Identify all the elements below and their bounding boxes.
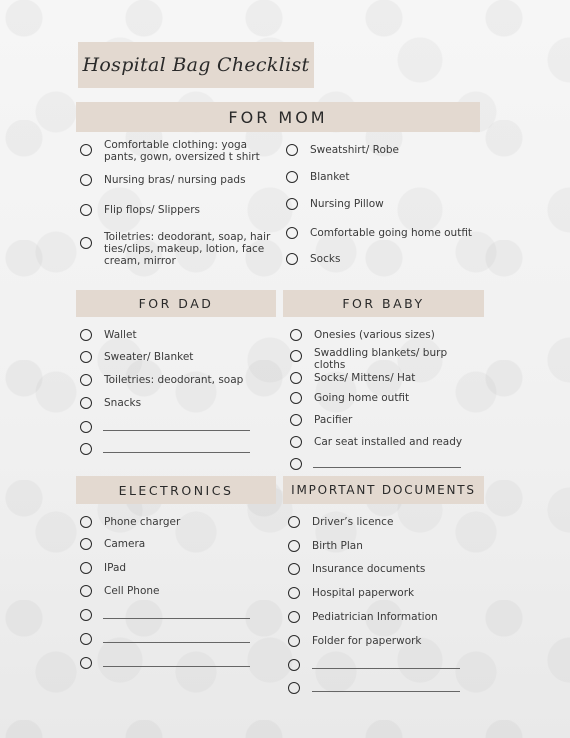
checkbox-circle[interactable] [286,227,298,239]
checklist-item[interactable]: Flip flops/ Slippers [80,204,270,216]
checklist-item[interactable]: Wallet [80,329,270,341]
checklist-item[interactable]: Phone charger [80,516,270,528]
blank-write-line[interactable] [103,666,250,667]
checklist-item[interactable]: Pediatrician Information [288,611,478,623]
checkbox-circle[interactable] [286,171,298,183]
checkbox-circle[interactable] [290,458,302,470]
checkbox-circle[interactable] [288,659,300,671]
checkbox-circle[interactable] [288,682,300,694]
blank-write-line[interactable] [103,430,250,431]
section-header-baby: FOR BABY [283,290,484,317]
checklist-item[interactable]: Comfortable going home outfit [286,227,486,239]
blank-checklist-item[interactable] [288,659,312,671]
checklist-item[interactable]: Folder for paperwork [288,635,478,647]
blank-write-line[interactable] [312,668,460,669]
checkbox-circle[interactable] [80,174,92,186]
checkbox-circle[interactable] [80,237,92,249]
checklist-item[interactable]: Swaddling blankets/ burp cloths [290,347,470,371]
checklist-item[interactable]: Camera [80,538,270,550]
checkbox-circle[interactable] [80,516,92,528]
title-banner [78,42,314,88]
checklist-item[interactable]: Pacifier [290,414,480,426]
blank-checklist-item[interactable] [80,421,104,433]
checkbox-circle[interactable] [80,538,92,550]
checkbox-circle[interactable] [80,374,92,386]
checkbox-circle[interactable] [80,633,92,645]
checkbox-circle[interactable] [80,397,92,409]
blank-write-line[interactable] [312,691,460,692]
checkbox-circle[interactable] [288,587,300,599]
checklist-item[interactable]: Sweatshirt/ Robe [286,144,481,156]
checkbox-circle[interactable] [80,562,92,574]
page-title: Hospital Bag Checklist [82,54,310,76]
checkbox-circle[interactable] [288,540,300,552]
blank-checklist-item[interactable] [80,609,104,621]
section-header-documents: IMPORTANT DOCUMENTS [283,476,484,504]
blank-write-line[interactable] [103,618,250,619]
blank-write-line[interactable] [103,642,250,643]
section-header-dad: FOR DAD [76,290,276,317]
checklist-item[interactable]: Blanket [286,171,481,183]
checklist-item[interactable]: Socks [286,253,481,265]
checklist-item[interactable]: Snacks [80,397,270,409]
checklist-item[interactable]: Sweater/ Blanket [80,351,270,363]
checkbox-circle[interactable] [290,329,302,341]
checkbox-circle[interactable] [80,204,92,216]
checklist-item[interactable]: Onesies (various sizes) [290,329,480,341]
blank-checklist-item[interactable] [80,633,104,645]
checkbox-circle[interactable] [80,351,92,363]
checklist-item[interactable]: Cell Phone [80,585,270,597]
blank-checklist-item[interactable] [290,458,314,470]
blank-checklist-item[interactable] [80,443,104,455]
checkbox-circle[interactable] [290,372,302,384]
section-header-electronics: ELECTRONICS [76,476,276,504]
checklist-item[interactable]: Toiletries: deodorant, soap [80,374,275,386]
checkbox-circle[interactable] [288,611,300,623]
checkbox-circle[interactable] [80,329,92,341]
checklist-item[interactable]: Birth Plan [288,540,478,552]
checkbox-circle[interactable] [290,414,302,426]
checkbox-circle[interactable] [288,563,300,575]
blank-write-line[interactable] [313,467,461,468]
checkbox-circle[interactable] [286,198,298,210]
blank-checklist-item[interactable] [80,657,104,669]
checklist-item[interactable]: Nursing Pillow [286,198,481,210]
checklist-item[interactable]: Socks/ Mittens/ Hat [290,372,480,384]
checkbox-circle[interactable] [286,253,298,265]
checkbox-circle[interactable] [80,609,92,621]
checkbox-circle[interactable] [286,144,298,156]
section-header-mom: FOR MOM [76,102,480,132]
blank-checklist-item[interactable] [288,682,312,694]
checklist-item[interactable]: Driver’s licence [288,516,478,528]
checkbox-circle[interactable] [80,585,92,597]
checkbox-circle[interactable] [288,516,300,528]
checkbox-circle[interactable] [290,436,302,448]
checklist-item[interactable]: Hospital paperwork [288,587,478,599]
checkbox-circle[interactable] [290,392,302,404]
checklist-item[interactable]: Toiletries: deodorant, soap, hair ties/clips, makeup, lotion, face cream, mirror [80,231,272,267]
checkbox-circle[interactable] [80,421,92,433]
checklist-item[interactable]: Nursing bras/ nursing pads [80,174,270,186]
blank-write-line[interactable] [103,452,250,453]
checkbox-circle[interactable] [80,657,92,669]
checklist-item[interactable]: Insurance documents [288,563,478,575]
checkbox-circle[interactable] [80,144,92,156]
checkbox-circle[interactable] [290,350,302,362]
checkbox-circle[interactable] [80,443,92,455]
checklist-item[interactable]: IPad [80,562,270,574]
checklist-item[interactable]: Going home outfit [290,392,480,404]
checklist-item[interactable]: Comfortable clothing: yoga pants, gown, oversized t shirt [80,139,270,163]
checklist-item[interactable]: Car seat installed and ready [290,436,485,448]
checkbox-circle[interactable] [288,635,300,647]
